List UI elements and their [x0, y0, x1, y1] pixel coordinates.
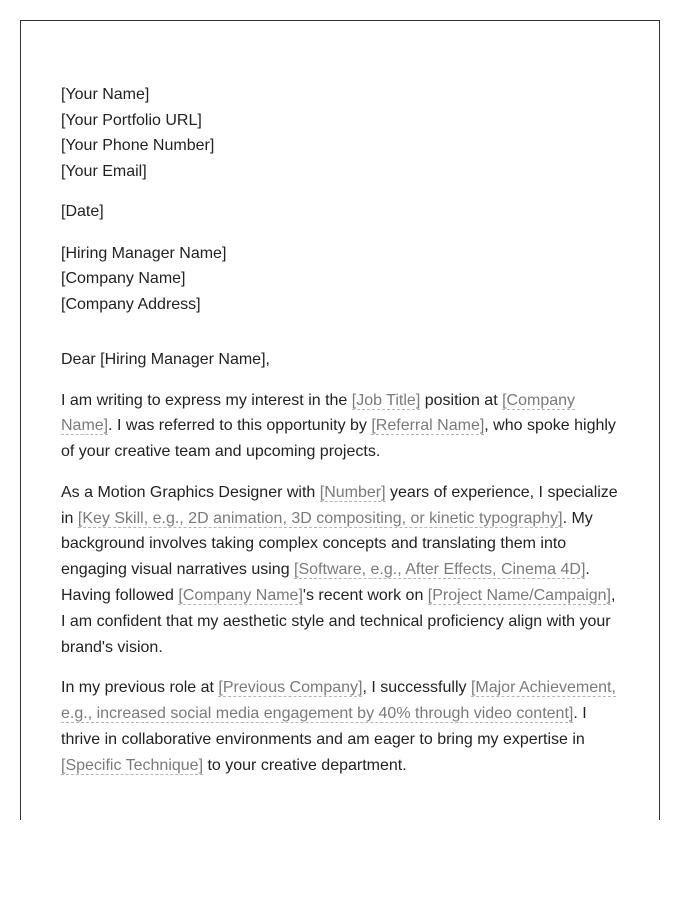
placeholder-software: [Software, e.g., After Effects, Cinema 4D] [294, 561, 586, 579]
text-segment: . I was referred to this opportunity by [108, 417, 372, 435]
recipient-block [61, 241, 619, 318]
placeholder-previous-company: [Previous Company] [218, 679, 363, 697]
text-segment: years of experience, I specialize in [61, 483, 618, 527]
placeholder-company-name: [Company Name] [178, 587, 303, 605]
sender-name: [Your Name] [61, 86, 150, 103]
text-segment: . I thrive in collaborative environments and am eager to bring my expertise in [61, 705, 587, 749]
sender-email: [Your Email] [61, 162, 147, 180]
text-segment: I am writing to express my interest in the [61, 391, 352, 409]
text-segment: , who spoke highly of your creative team and upcoming projects. [61, 417, 616, 461]
sender-portfolio-url: [Your Portfolio URL] [61, 111, 202, 129]
text-segment: As a Motion Graphics Designer with [61, 483, 320, 501]
placeholder-major-achievement: [Major Achievement, e.g., increased social media engagement by 40% through video content] [61, 679, 616, 723]
text-segment: . My background involves taking complex concepts and translating them into engaging visual narratives using [61, 509, 593, 579]
text-segment: , I am confident that my aesthetic style and technical proficiency align with your brand's vision. [61, 587, 616, 656]
recipient-address: [Company Address] [61, 295, 201, 313]
placeholder-project-name: [Project Name/Campaign] [427, 587, 611, 605]
paragraph-achievement [61, 675, 619, 778]
placeholder-key-skill: [Key Skill, e.g., 2D animation, 3D compositing, or kinetic typography] [77, 509, 563, 527]
text-segment: , I successfully [362, 679, 471, 697]
recipient-company: [Company Name] [61, 270, 186, 287]
placeholder-specific-technique: [Specific Technique] [61, 756, 204, 774]
placeholder-number: [Number] [319, 483, 386, 501]
paragraph-intro [61, 388, 619, 465]
sender-phone: [Your Phone Number] [61, 137, 215, 154]
text-segment: . Having followed [61, 561, 590, 605]
letter-page [20, 20, 660, 820]
text-segment: to your creative department. [203, 756, 407, 774]
text-segment: position at [420, 391, 503, 409]
paragraph-experience [61, 480, 619, 661]
letter-date: [Date] [61, 203, 104, 220]
recipient-manager: [Hiring Manager Name] [61, 244, 227, 262]
placeholder-referral-name: [Referral Name] [371, 417, 485, 435]
text-segment: In my previous role at [61, 679, 219, 697]
salutation: Dear [Hiring Manager Name], [61, 351, 270, 368]
text-segment: 's recent work on [302, 587, 428, 605]
placeholder-company-name: [Company Name] [61, 391, 576, 435]
sender-block [61, 82, 619, 184]
placeholder-job-title: [Job Title] [351, 391, 421, 409]
